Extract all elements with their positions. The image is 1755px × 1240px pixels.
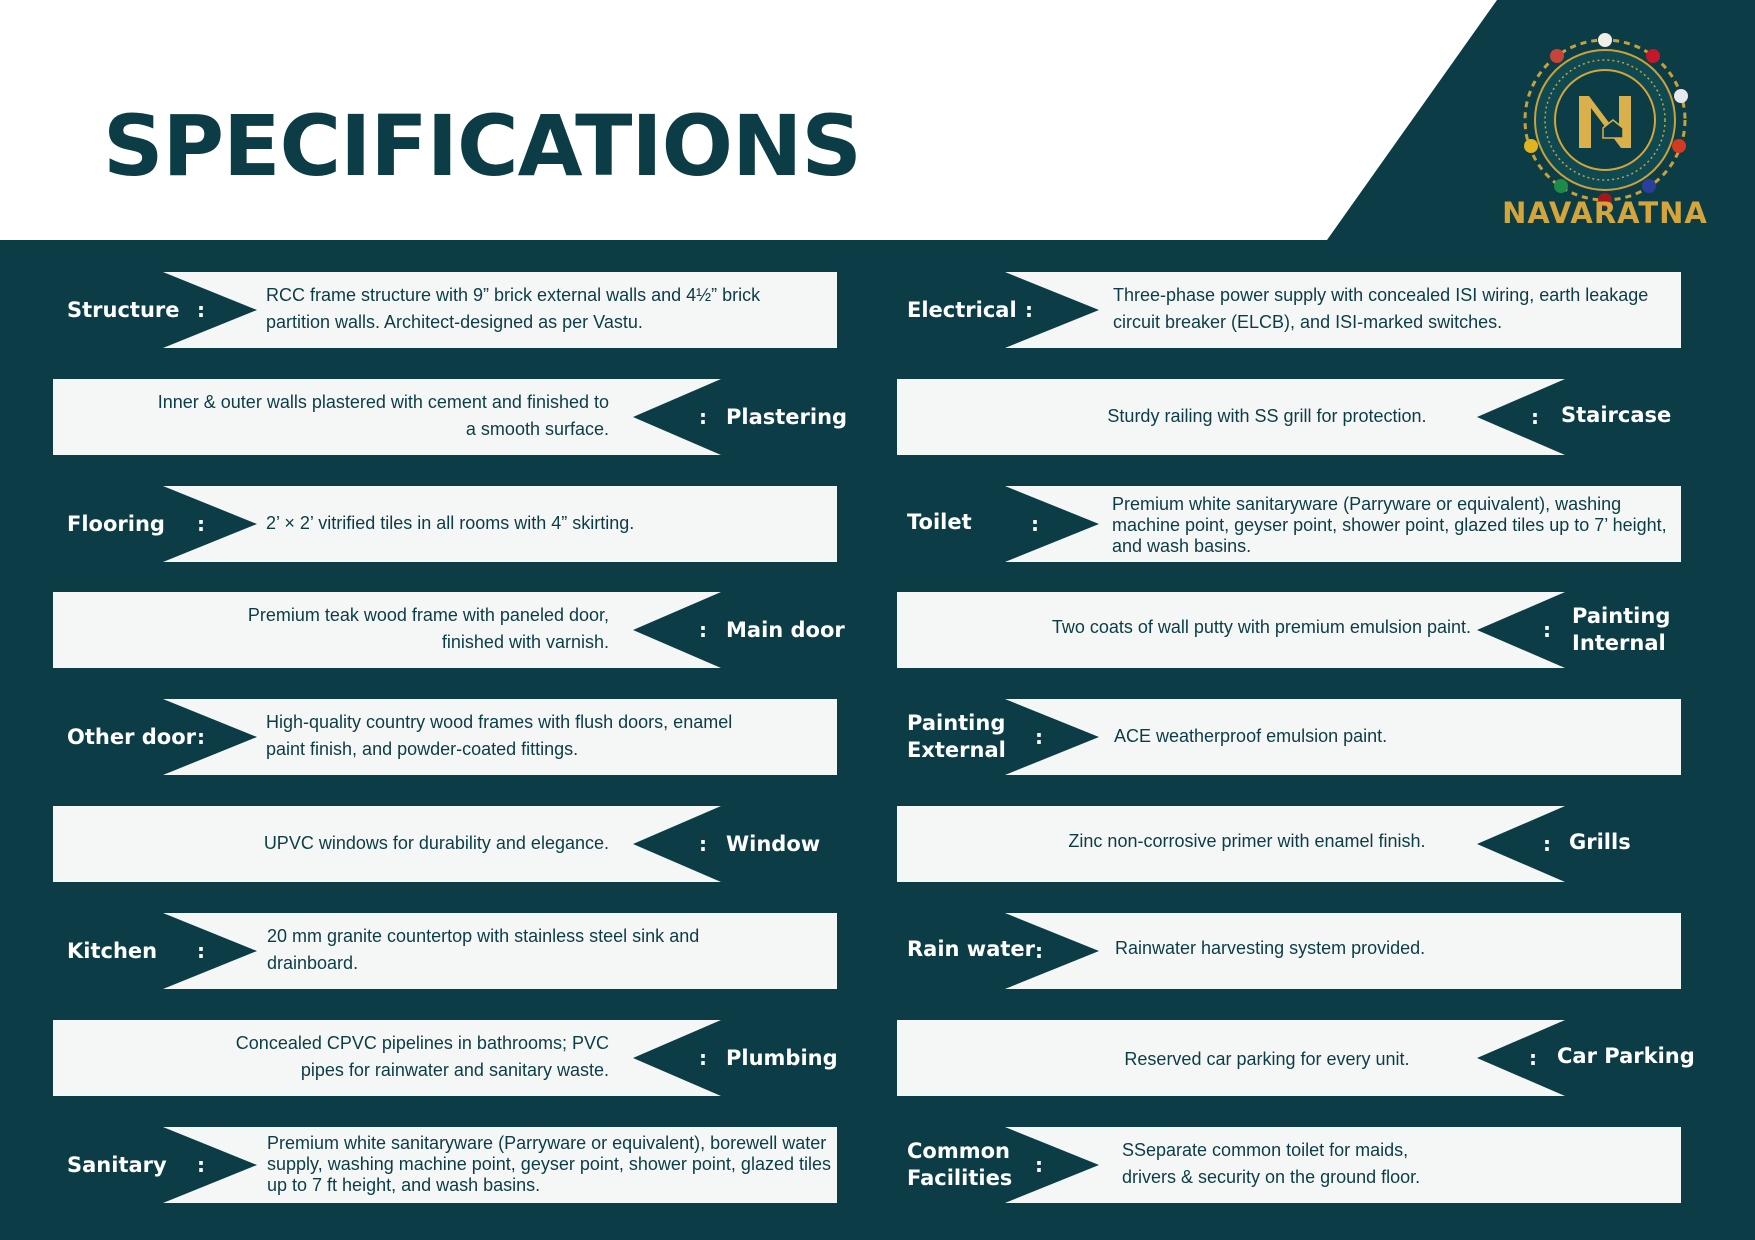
spec-text-painting-internal: Two coats of wall putty with premium emulsion paint. (1051, 617, 1471, 637)
spec-text-sanitary: Premium white sanitaryware (Parryware or equivalent), borewell water supply, washing machine point, geyser point, shower point, glazed tiles up to 7 ft height, and wash basins. (267, 1133, 831, 1195)
spec-text-plumbing: Concealed CPVC pipelines in bathrooms; PVC pipes for rainwater and sanitary waste. (235, 1033, 609, 1080)
page-title: SPECIFICATIONS (103, 97, 861, 195)
spec-label-other-door: Other door (67, 725, 196, 749)
spec-text-flooring: 2’ × 2’ vitrified tiles in all rooms with 4” skirting. (266, 513, 635, 533)
spec-text-main-door: Premium teak wood frame with paneled door, finished with varnish. (247, 605, 609, 652)
spec-card-other-door (53, 699, 837, 775)
spec-colon: : (699, 832, 707, 856)
spec-label-flooring: Flooring (67, 512, 165, 536)
spec-label-plastering: Plastering (726, 405, 848, 429)
spec-text-electrical: Three-phase power supply with concealed ISI wiring, earth leakage circuit breaker (ELCB), and ISI-marked switches. (1113, 285, 1649, 332)
spec-card-main-door (53, 592, 845, 668)
spec-text-grills: Zinc non-corrosive primer with enamel finish. (1068, 831, 1426, 851)
spec-card-plastering (53, 379, 848, 455)
spec-label-staircase: Staircase (1561, 403, 1672, 427)
spec-label-window: Window (726, 832, 821, 856)
spec-colon: : (1543, 832, 1551, 856)
spec-colon: : (1031, 512, 1039, 536)
spec-colon: : (197, 725, 205, 749)
spec-label-structure: Structure (67, 298, 180, 322)
spec-colon: : (699, 1046, 707, 1070)
spec-card-sanitary (53, 1127, 837, 1203)
spec-text-kitchen: 20 mm granite countertop with stainless steel sink and drainboard. (267, 926, 700, 973)
spec-card-electrical (895, 272, 1681, 348)
spec-label-rain-water: Rain water (907, 937, 1036, 961)
spec-text-window: UPVC windows for durability and elegance. (263, 833, 609, 853)
spec-colon: : (1035, 1153, 1043, 1177)
spec-card-kitchen (53, 913, 837, 989)
spec-colon: : (1035, 939, 1043, 963)
spec-card-rain-water (895, 913, 1681, 989)
spec-label-plumbing: Plumbing (726, 1046, 838, 1070)
brand-name: NAVARATNA (1502, 196, 1708, 230)
spec-colon: : (1529, 1046, 1537, 1070)
spec-colon: : (197, 298, 205, 322)
spec-label-car-parking: Car Parking (1557, 1044, 1695, 1068)
spec-colon: : (1025, 298, 1033, 322)
spec-colon: : (197, 512, 205, 536)
spec-label-electrical: Electrical (907, 298, 1017, 322)
spec-colon: : (699, 405, 707, 429)
spec-colon: : (197, 1153, 205, 1177)
spec-label-kitchen: Kitchen (67, 939, 158, 963)
spec-label-main-door: Main door (726, 618, 845, 642)
spec-card-painting-internal (897, 592, 1681, 668)
spec-colon: : (1543, 618, 1551, 642)
spec-card-flooring (53, 486, 837, 562)
spec-card-grills (897, 806, 1681, 882)
spec-text-plastering: Inner & outer walls plastered with cement and finished to a smooth surface. (157, 392, 609, 439)
spec-text-car-parking: Reserved car parking for every unit. (1124, 1049, 1410, 1069)
spec-colon: : (197, 939, 205, 963)
spec-card-structure (53, 272, 837, 348)
spec-colon: : (699, 618, 707, 642)
spec-card-toilet (895, 486, 1681, 562)
spec-text-common-facilities: SSeparate common toilet for maids, drivers & security on the ground floor. (1122, 1140, 1421, 1187)
spec-text-toilet: Premium white sanitaryware (Parryware or equivalent), washing machine point, geyser point, shower point, glazed tiles up to 7’ height, and wash basins. (1112, 494, 1667, 556)
spec-colon: : (1531, 405, 1539, 429)
spec-label-common-facilities: Common Facilities (907, 1139, 1013, 1190)
spec-text-painting-external: ACE weatherproof emulsion paint. (1114, 726, 1388, 746)
spec-card-plumbing (53, 1020, 837, 1096)
spec-card-painting-external (895, 699, 1681, 775)
spec-label-sanitary: Sanitary (67, 1153, 167, 1177)
spec-text-staircase: Sturdy railing with SS grill for protection. (1107, 406, 1427, 426)
spec-text-structure: RCC frame structure with 9” brick external walls and 4½” brick partition walls. Architect-designed as per Vastu. (266, 285, 761, 332)
spec-label-toilet: Toilet (907, 510, 972, 534)
spec-text-rain-water: Rainwater harvesting system provided. (1115, 938, 1426, 958)
spec-label-painting-internal: Painting Internal (1572, 604, 1671, 655)
spec-colon: : (1035, 725, 1043, 749)
spec-label-painting-external: Painting External (907, 711, 1006, 762)
spec-card-car-parking (897, 1020, 1695, 1096)
spec-card-window (53, 806, 837, 882)
spec-card-staircase (897, 379, 1681, 455)
spec-text-other-door: High-quality country wood frames with flush doors, enamel paint finish, and powder-coated fittings. (266, 712, 733, 759)
spec-card-common-facilities (895, 1127, 1681, 1203)
spec-label-grills: Grills (1569, 830, 1631, 854)
